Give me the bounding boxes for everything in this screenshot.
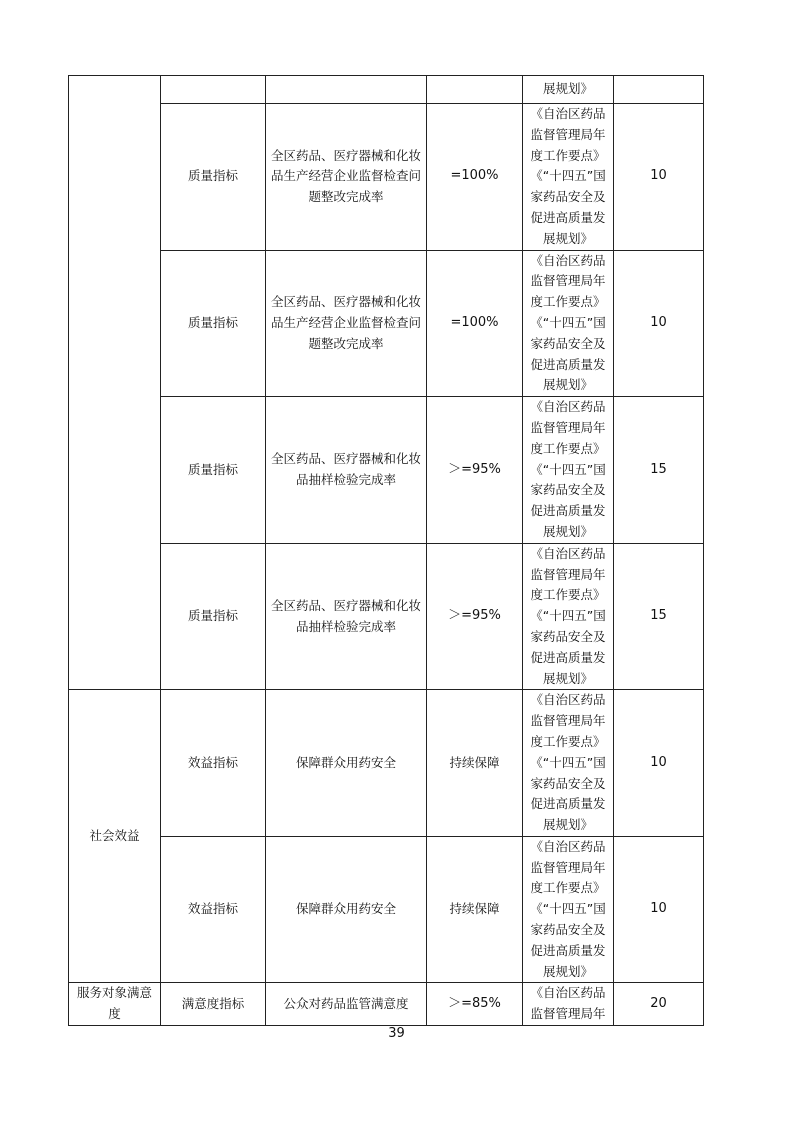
basis-cell: 《自治区药品监督管理局年度工作要点》《“十四五”国家药品安全及促进高质量发展规划》 [523,690,614,837]
secondary-indicator-cell: 质量指标 [161,250,266,397]
secondary-indicator-cell: 质量指标 [161,543,266,690]
target-cell-empty [427,76,523,104]
indicator-name-cell: 全区药品、医疗器械和化妆品生产经营企业监督检查问题整改完成率 [266,250,427,397]
indicator-cell-empty [266,76,427,104]
category-cell-social-benefit: 社会效益 [69,690,161,983]
table-row-continuation [69,76,704,104]
category-cell-continued [69,76,161,690]
basis-cell: 《自治区药品监督管理局年 [523,983,614,1026]
score-cell: 10 [614,104,704,251]
target-value-cell: ＞=95% [427,397,523,544]
table-row [69,983,704,1026]
indicator-name-cell: 保障群众用药安全 [266,836,427,983]
table-row [69,543,704,690]
indicator-name-cell: 全区药品、医疗器械和化妆品抽样检验完成率 [266,543,427,690]
basis-cell: 展规划》 [523,76,614,104]
performance-indicator-table [68,75,704,1026]
target-value-cell: =100% [427,250,523,397]
table-row [69,836,704,983]
basis-cell: 《自治区药品监督管理局年度工作要点》《“十四五”国家药品安全及促进高质量发展规划》 [523,836,614,983]
score-cell: 20 [614,983,704,1026]
target-value-cell: =100% [427,104,523,251]
score-cell: 15 [614,397,704,544]
basis-cell: 《自治区药品监督管理局年度工作要点》《“十四五”国家药品安全及促进高质量发展规划》 [523,543,614,690]
indicator-name-cell: 全区药品、医疗器械和化妆品生产经营企业监督检查问题整改完成率 [266,104,427,251]
secondary-indicator-cell: 质量指标 [161,397,266,544]
score-cell: 10 [614,836,704,983]
indicator-name-cell: 保障群众用药安全 [266,690,427,837]
secondary-indicator-cell: 效益指标 [161,690,266,837]
secondary-cell-empty [161,76,266,104]
indicator-name-cell: 全区药品、医疗器械和化妆品抽样检验完成率 [266,397,427,544]
target-value-cell: 持续保障 [427,836,523,983]
score-cell: 15 [614,543,704,690]
score-cell: 10 [614,250,704,397]
score-cell-empty [614,76,704,104]
indicator-table-container [68,75,703,1026]
basis-cell: 《自治区药品监督管理局年度工作要点》《“十四五”国家药品安全及促进高质量发展规划》 [523,250,614,397]
secondary-indicator-cell: 效益指标 [161,836,266,983]
secondary-indicator-cell: 满意度指标 [161,983,266,1026]
table-row [69,104,704,251]
table-row [69,397,704,544]
basis-cell: 《自治区药品监督管理局年度工作要点》《“十四五”国家药品安全及促进高质量发展规划》 [523,104,614,251]
basis-cell: 《自治区药品监督管理局年度工作要点》《“十四五”国家药品安全及促进高质量发展规划》 [523,397,614,544]
target-value-cell: 持续保障 [427,690,523,837]
secondary-indicator-cell: 质量指标 [161,104,266,251]
table-row [69,250,704,397]
indicator-name-cell: 公众对药品监管满意度 [266,983,427,1026]
category-cell-satisfaction: 服务对象满意度 [69,983,161,1026]
table-row [69,690,704,837]
target-value-cell: ＞=95% [427,543,523,690]
page-number: 39 [388,1026,405,1041]
score-cell: 10 [614,690,704,837]
target-value-cell: ＞=85% [427,983,523,1026]
